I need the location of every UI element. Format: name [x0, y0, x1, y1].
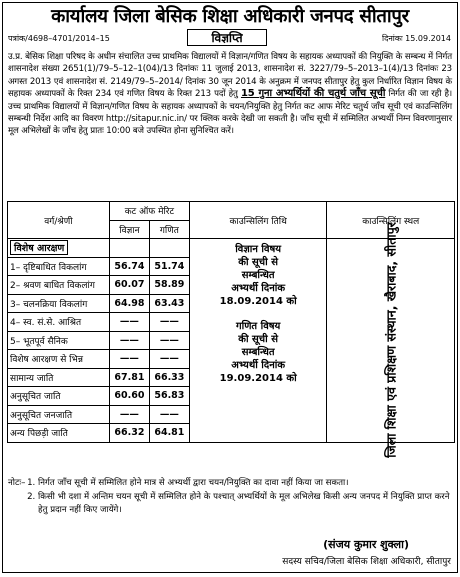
science-cutoff: ——: [109, 331, 149, 350]
maths-cutoff: 51.74: [149, 257, 189, 276]
notes-label: नोटः–: [8, 478, 26, 488]
counselling-schedule: [189, 239, 327, 443]
reference-row: [3, 29, 457, 49]
category-cell: सामान्य जाति: [8, 368, 110, 387]
counselling-venue-header: काउन्सिलिंग स्थल: [327, 202, 455, 239]
science-cutoff: ——: [109, 313, 149, 332]
notice-page: [2, 2, 458, 573]
notice-date: दिनांकः 15.09.2014: [382, 34, 451, 43]
cutoff-table: [7, 201, 455, 459]
maths-cutoff: 66.33: [149, 368, 189, 387]
category-cell: 5– भूतपूर्व सैनिक: [8, 331, 110, 350]
notice-label: विज्ञप्ति: [187, 29, 267, 46]
science-schedule-date: 18.09.2014 को: [219, 296, 297, 307]
signatory-title: सदस्य सचिव/जिला बेसिक शिक्षा अधिकारी, सीतापुर: [282, 557, 451, 567]
science-cutoff: 64.98: [109, 294, 149, 313]
category-header: वर्ग/श्रेणी: [8, 202, 110, 239]
maths-cutoff: 63.43: [149, 294, 189, 313]
science-cutoff: 60.60: [109, 387, 149, 406]
science-schedule-line: सम्बन्धित: [241, 270, 275, 281]
category-cell: 3– चलनक्रिया विकलांग: [8, 294, 110, 313]
maths-cutoff: ——: [149, 405, 189, 424]
science-schedule-line: विज्ञान विषय: [235, 244, 282, 255]
science-cutoff: 66.32: [109, 424, 149, 443]
venue-text: जिला शिक्षा एवं प्रशिक्षण संस्थान, खैराबाद, सीतापुर: [383, 222, 399, 459]
category-cell: विशेष आरक्षण से भिन्न: [8, 350, 110, 369]
note-item: 2. किसी भी दशा में अन्तिम चयन सूची में सम्मिलित होने के पश्चात् अभ्यर्थियों के मूल अभिलेख किसी अन्य जनपद में नियुक्ति प्राप्त करने हेतु प्रदान नहीं किए जायेंगे।: [38, 491, 454, 518]
category-cell: 1– दृष्टिबाधित विकलांग: [8, 257, 110, 276]
note-item: 1. निर्गत जाँच सूची में सम्मिलित होने मात्र से अभ्यर्थी द्वारा चयन/नियुक्ति का दावा नहीं किया जा सकता।: [38, 477, 454, 491]
intro-text: उ.प्र. बेसिक शिक्षा परिषद के अधीन संचालित उच्च प्राथमिक विद्यालयों में विज्ञान/गणित विषय के सहायक अध्यापकों की नियुक्ति के सम्बन्ध में निर्गत शासनादेश संख्या 2651(1)/79–5–12–1(04)/13 दिनांकः 11 जुलाई 2013, शासनादेश सं. 3227/79–5–2013–1(4)/13 दिनांकः 23 अगस्त 2013 एवं शासनादेश सं. 2149/79–5–2014/ दिनांक 30 जून 2014 के अनुक्रम में जनपद सीतापुर हेतु कुल निर्धारित विज्ञान विषय के सहायक अध्यापकों के रिक्त 234 एवं गणित विषय के रिक्त 213 पदों हेतु: [8, 52, 452, 100]
maths-cutoff: ——: [149, 350, 189, 369]
reference-number: पत्रांक/4698–4701/2014–15: [8, 34, 110, 43]
maths-cutoff: 56.83: [149, 387, 189, 406]
science-cutoff: 67.81: [109, 368, 149, 387]
notes-section: [8, 477, 454, 518]
table-header-row: [8, 202, 455, 221]
maths-cutoff: 64.81: [149, 424, 189, 443]
maths-header: गणित: [149, 220, 189, 239]
category-cell: अन्य पिछड़ी जाति: [8, 424, 110, 443]
office-title: कार्यालय जिला बेसिक शिक्षा अधिकारी जनपद सीतापुर: [51, 6, 409, 27]
maths-schedule-line: अभ्यर्थी दिनांक: [231, 360, 286, 371]
science-cutoff: ——: [109, 350, 149, 369]
table-row: [8, 239, 455, 258]
counselling-date-header: काउन्सिलिंग तिथि: [189, 202, 327, 239]
category-cell: 4– स्व. सं.से. आश्रित: [8, 313, 110, 332]
maths-schedule-line: सम्बन्धित: [241, 347, 275, 358]
category-cell: अनुसूचित जनजाति: [8, 405, 110, 424]
maths-schedule-date: 19.09.2014 को: [219, 373, 297, 384]
maths-cutoff: ——: [149, 331, 189, 350]
maths-schedule-line: गणित विषय: [235, 321, 281, 332]
science-cutoff: 56.74: [109, 257, 149, 276]
intro-paragraph: [8, 51, 452, 138]
science-cutoff: ——: [109, 405, 149, 424]
science-cutoff: 60.07: [109, 276, 149, 295]
science-schedule-line: अभ्यर्थी दिनांक: [231, 283, 286, 294]
category-cell: 2– श्रवण बाधित विकलांग: [8, 276, 110, 295]
category-cell: अनुसूचित जाति: [8, 387, 110, 406]
special-reservation-label: विशेष आरक्षण: [10, 240, 68, 255]
maths-schedule-line: की सूची से: [238, 334, 278, 345]
intro-highlight: 15 गुना अभ्यर्थियों की चतुर्थ जाँच सूची: [240, 88, 386, 100]
maths-cutoff: ——: [149, 313, 189, 332]
cutoff-header: कट ऑफ मेरिट: [109, 202, 189, 221]
signatory-name: (संजय कुमार शुक्ला): [323, 538, 409, 551]
counselling-venue: [327, 222, 455, 459]
science-header: विज्ञान: [109, 220, 149, 239]
maths-cutoff: 58.89: [149, 276, 189, 295]
science-schedule-line: की सूची से: [238, 257, 278, 268]
intro-text-after: निर्गत की जा रही है। उच्च प्राथमिक विद्यालयों में विज्ञान/गणित विषय के सहायक अध्यापकों के चयन/नियुक्ति हेतु निर्गत कट आफ मेरिट चतुर्थ जाँच सूची एवं काउन्सिलिंग सम्बन्धी निर्देश आदि का विवरण http://sitapur.nic.in/ पर क्लिक करके देखी जा सकती है। जाँच सूची में सम्मिलित अभ्यर्थी निम्न विवरणानुसार मूल अभिलेखों के जाँच हेतु प्रातः 10:00 बजे उपस्थित होना सुनिश्चित करें।: [8, 89, 452, 137]
